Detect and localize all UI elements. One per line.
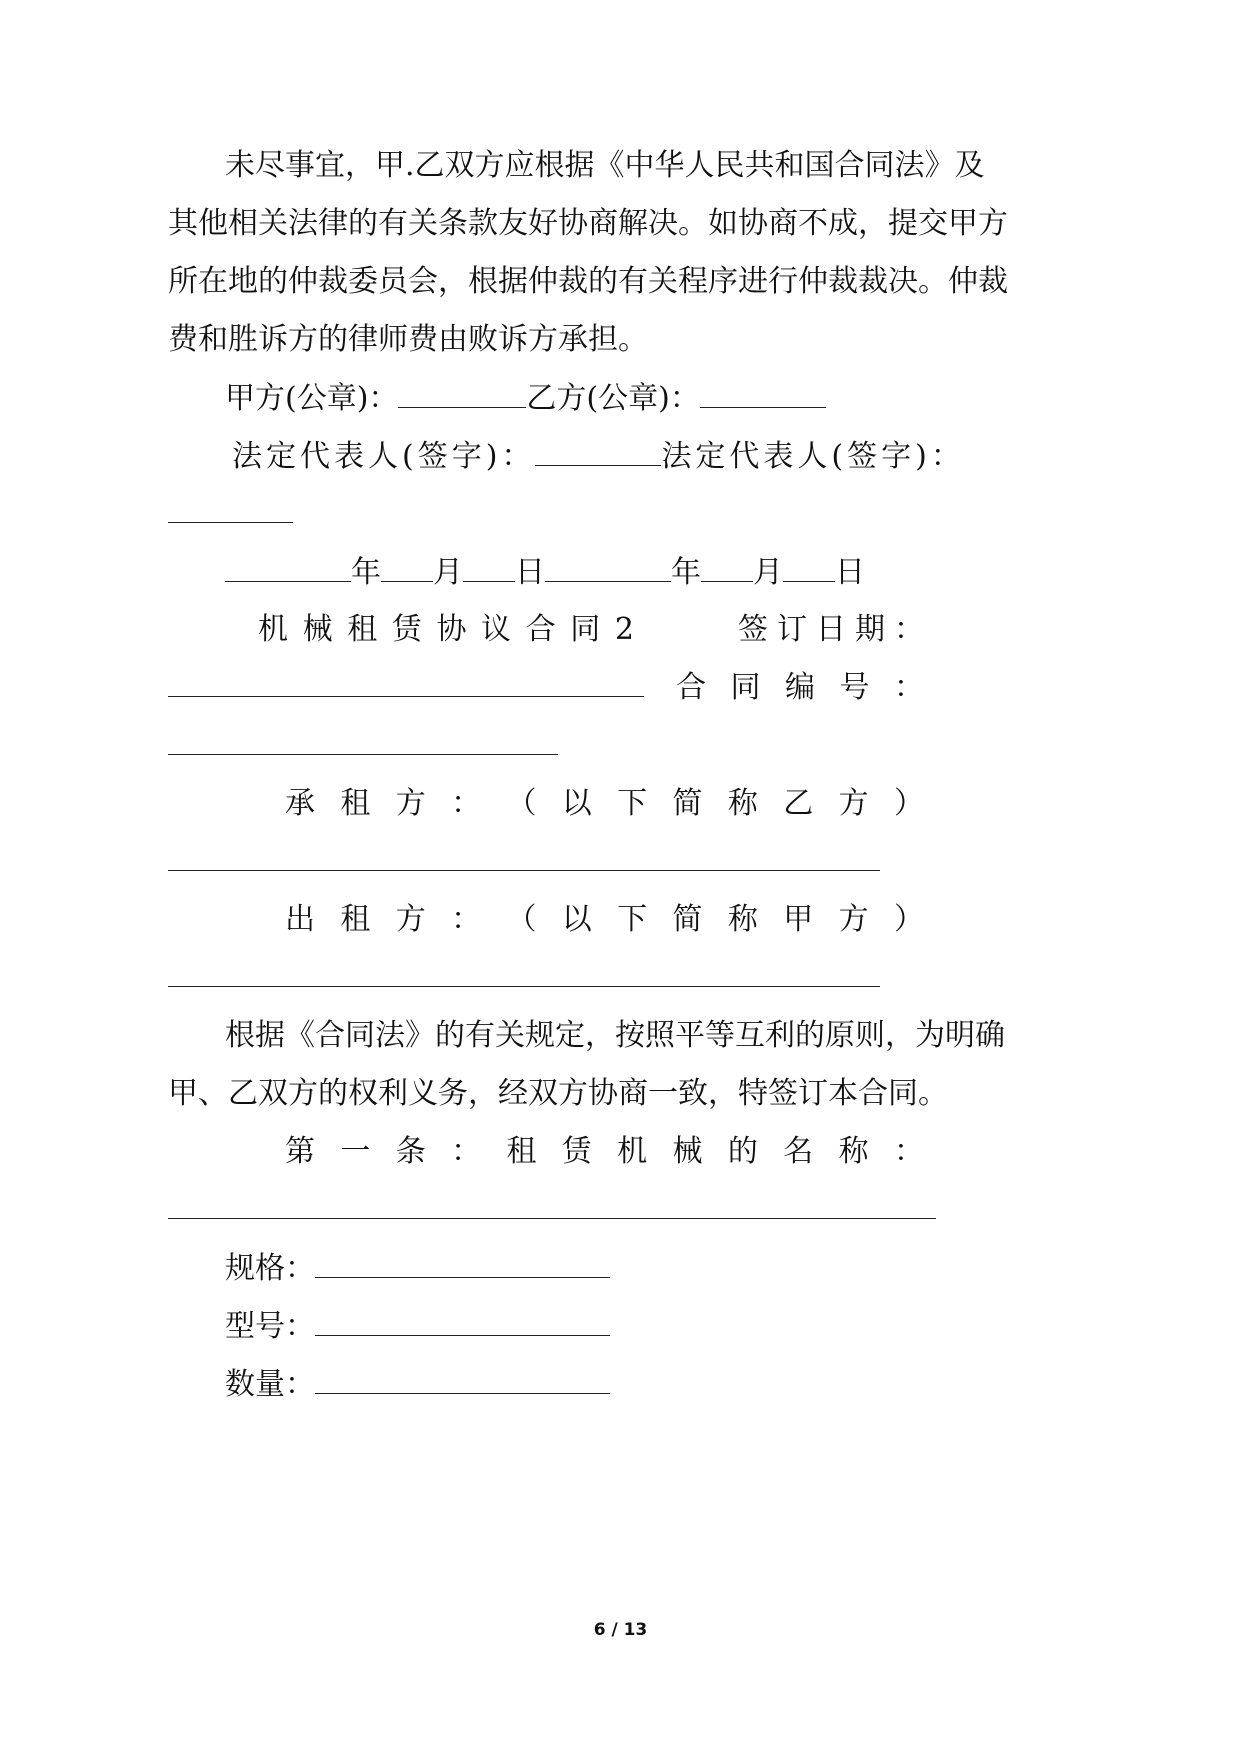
lessor-field[interactable] [168,986,880,987]
rep-row [232,441,965,472]
quantity-label: 数量： [225,1367,315,1402]
date-row [225,557,865,588]
paragraph2-line2: 甲、乙双方的权利义务，经双方协商一致，特签订本合同。 [168,1076,948,1111]
party-a-seal-field[interactable] [398,383,526,408]
party-a-month-field[interactable] [381,557,433,582]
party-a-rep-field[interactable] [535,441,661,466]
party-b-seal-label: 乙方(公章)： [526,381,700,416]
contract-number-label: 合 同 编 号 ： [676,670,924,705]
lessor-label: 出 租 方 ： （ 以 下 简 称 甲 方 ） [285,902,924,937]
contract-number-field[interactable] [168,754,558,755]
day-label-b: 日 [835,555,865,590]
month-label-a: 月 [433,555,463,590]
article1-label: 第 一 条 ： 租 赁 机 械 的 名 称 ： [285,1134,924,1169]
party-b-year-field[interactable] [545,557,671,582]
paragraph1-line3: 所 在 地 的 仲 裁 委 员 会 ， 根 据 仲 裁 的 有 关 程 序 进 行 仲 裁 裁 决 。 仲 裁 [168,264,1008,299]
day-label-a: 日 [515,555,545,590]
paragraph1-line1: 未 尽 事 宜 ， 甲 . 乙 双 方 应 根 据 《 中 华 人 民 共 和 国 合 同 法 》 及 [225,148,985,183]
party-b-rep-field[interactable] [168,522,293,523]
model-field[interactable] [315,1311,610,1336]
spec-label: 规格： [225,1251,315,1286]
year-label-b: 年 [671,555,701,590]
party-a-rep-label: 法定代表人(签字)： [232,439,536,474]
year-label-a: 年 [351,555,381,590]
quantity-row [225,1369,610,1400]
seal-row [225,383,826,414]
lessee-label: 承 租 方 ： （ 以 下 简 称 乙 方 ） [285,786,924,821]
party-b-seal-field[interactable] [700,383,826,408]
party-b-rep-label: 法定代表人(签字)： [661,439,965,474]
quantity-field[interactable] [315,1369,610,1394]
spec-field[interactable] [315,1253,610,1278]
month-label-b: 月 [753,555,783,590]
party-a-year-field[interactable] [225,557,351,582]
paragraph2-line1: 根 据 《 合 同 法 》 的 有 关 规 定 ， 按 照 平 等 互 利 的 原 则 ， 为 明 确 [225,1018,1005,1053]
sign-date-label: 签 订 日 期 ： [738,612,924,647]
lessee-field[interactable] [168,870,880,871]
machine-name-field[interactable] [168,1218,936,1219]
spec-row [225,1253,610,1284]
party-b-month-field[interactable] [701,557,753,582]
sign-date-field[interactable] [168,696,644,697]
party-a-day-field[interactable] [463,557,515,582]
party-a-seal-label: 甲方(公章)： [225,381,399,416]
page-number: 6 / 13 [593,1620,648,1640]
party-b-day-field[interactable] [783,557,835,582]
model-label: 型号： [225,1309,315,1344]
paragraph1-line2: 其 他 相 关 法 律 的 有 关 条 款 友 好 协 商 解 决 。 如 协 商 不 成 ， 提 交 甲 方 [168,206,1008,241]
contract-title: 机 械 租 赁 协 议 合 同 2 [258,612,634,647]
paragraph1-line4: 费和胜诉方的律师费由败诉方承担。 [168,322,648,357]
model-row [225,1311,610,1342]
